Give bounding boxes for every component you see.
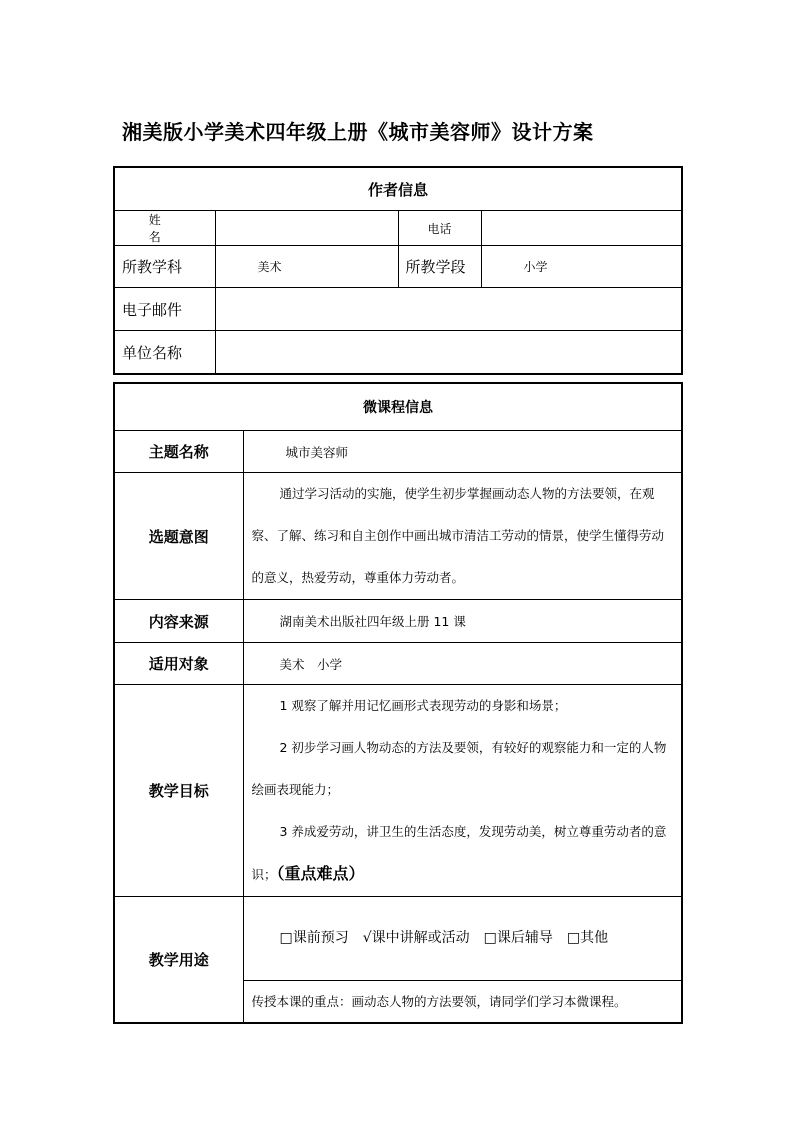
author-info-header: 作者信息	[114, 167, 682, 211]
usage-note: 传授本课的重点：画动态人物的方法要领，请同学们学习本微课程。	[243, 981, 682, 1023]
source-label: 内容来源	[114, 600, 243, 643]
usage-options	[252, 918, 676, 959]
topic-label: 主题名称	[114, 431, 243, 473]
intent-label: 选题意图	[114, 473, 243, 600]
audience-label: 适用对象	[114, 643, 243, 685]
course-info-header: 微课程信息	[114, 383, 682, 431]
email-label: 电子邮件	[114, 288, 215, 331]
course-info-table	[113, 382, 683, 1024]
intent-text: 通过学习活动的实施，使学生初步掌握画动态人物的方法要领，在观察、了解、练习和自主创作中画出城市清洁工劳动的情景，使学生懂得劳动的意义，热爱劳动，尊重体力劳动者。	[251, 486, 665, 585]
goals-label: 教学目标	[114, 685, 243, 897]
usage-option-in-class[interactable]: √课中讲解或活动	[362, 930, 470, 946]
usage-label: 教学用途	[114, 897, 243, 1023]
name-label: 姓 名	[114, 211, 215, 246]
phone-value	[481, 211, 682, 246]
org-label: 单位名称	[114, 331, 215, 375]
stage-label: 所教学段	[398, 246, 481, 288]
usage-option-after-class[interactable]: □课后辅导	[483, 930, 553, 946]
goal-1: 1 观察了解并用记忆画形式表现劳动的身影和场景；	[279, 698, 567, 713]
stage-value: 小学	[481, 246, 682, 288]
usage-option-preview[interactable]: □课前预习	[279, 930, 349, 946]
email-value	[215, 288, 682, 331]
goal-3	[252, 811, 676, 896]
phone-label: 电话	[398, 211, 481, 246]
goal-3-text: 3 养成爱劳动，讲卫生的生活态度，发现劳动美，树立尊重劳动者的意识；	[251, 824, 667, 882]
goal-2: 2 初步学习画人物动态的方法及要领，有较好的观察能力和一定的人物绘画表现能力；	[251, 740, 667, 797]
author-info-table	[113, 166, 683, 375]
org-value	[215, 331, 682, 375]
goal-3-emphasis: （重点难点）	[276, 864, 365, 883]
source-value: 湖南美术出版社四年级上册 11 课	[243, 600, 682, 643]
usage-option-other[interactable]: □其他	[566, 930, 609, 946]
topic-value: 城市美容师	[243, 431, 682, 473]
document-title: 湘美版小学美术四年级上册《城市美容师》设计方案	[122, 120, 594, 144]
audience-value: 美术 小学	[243, 643, 682, 685]
subject-label: 所教学科	[114, 246, 215, 288]
subject-value: 美术	[215, 246, 398, 288]
